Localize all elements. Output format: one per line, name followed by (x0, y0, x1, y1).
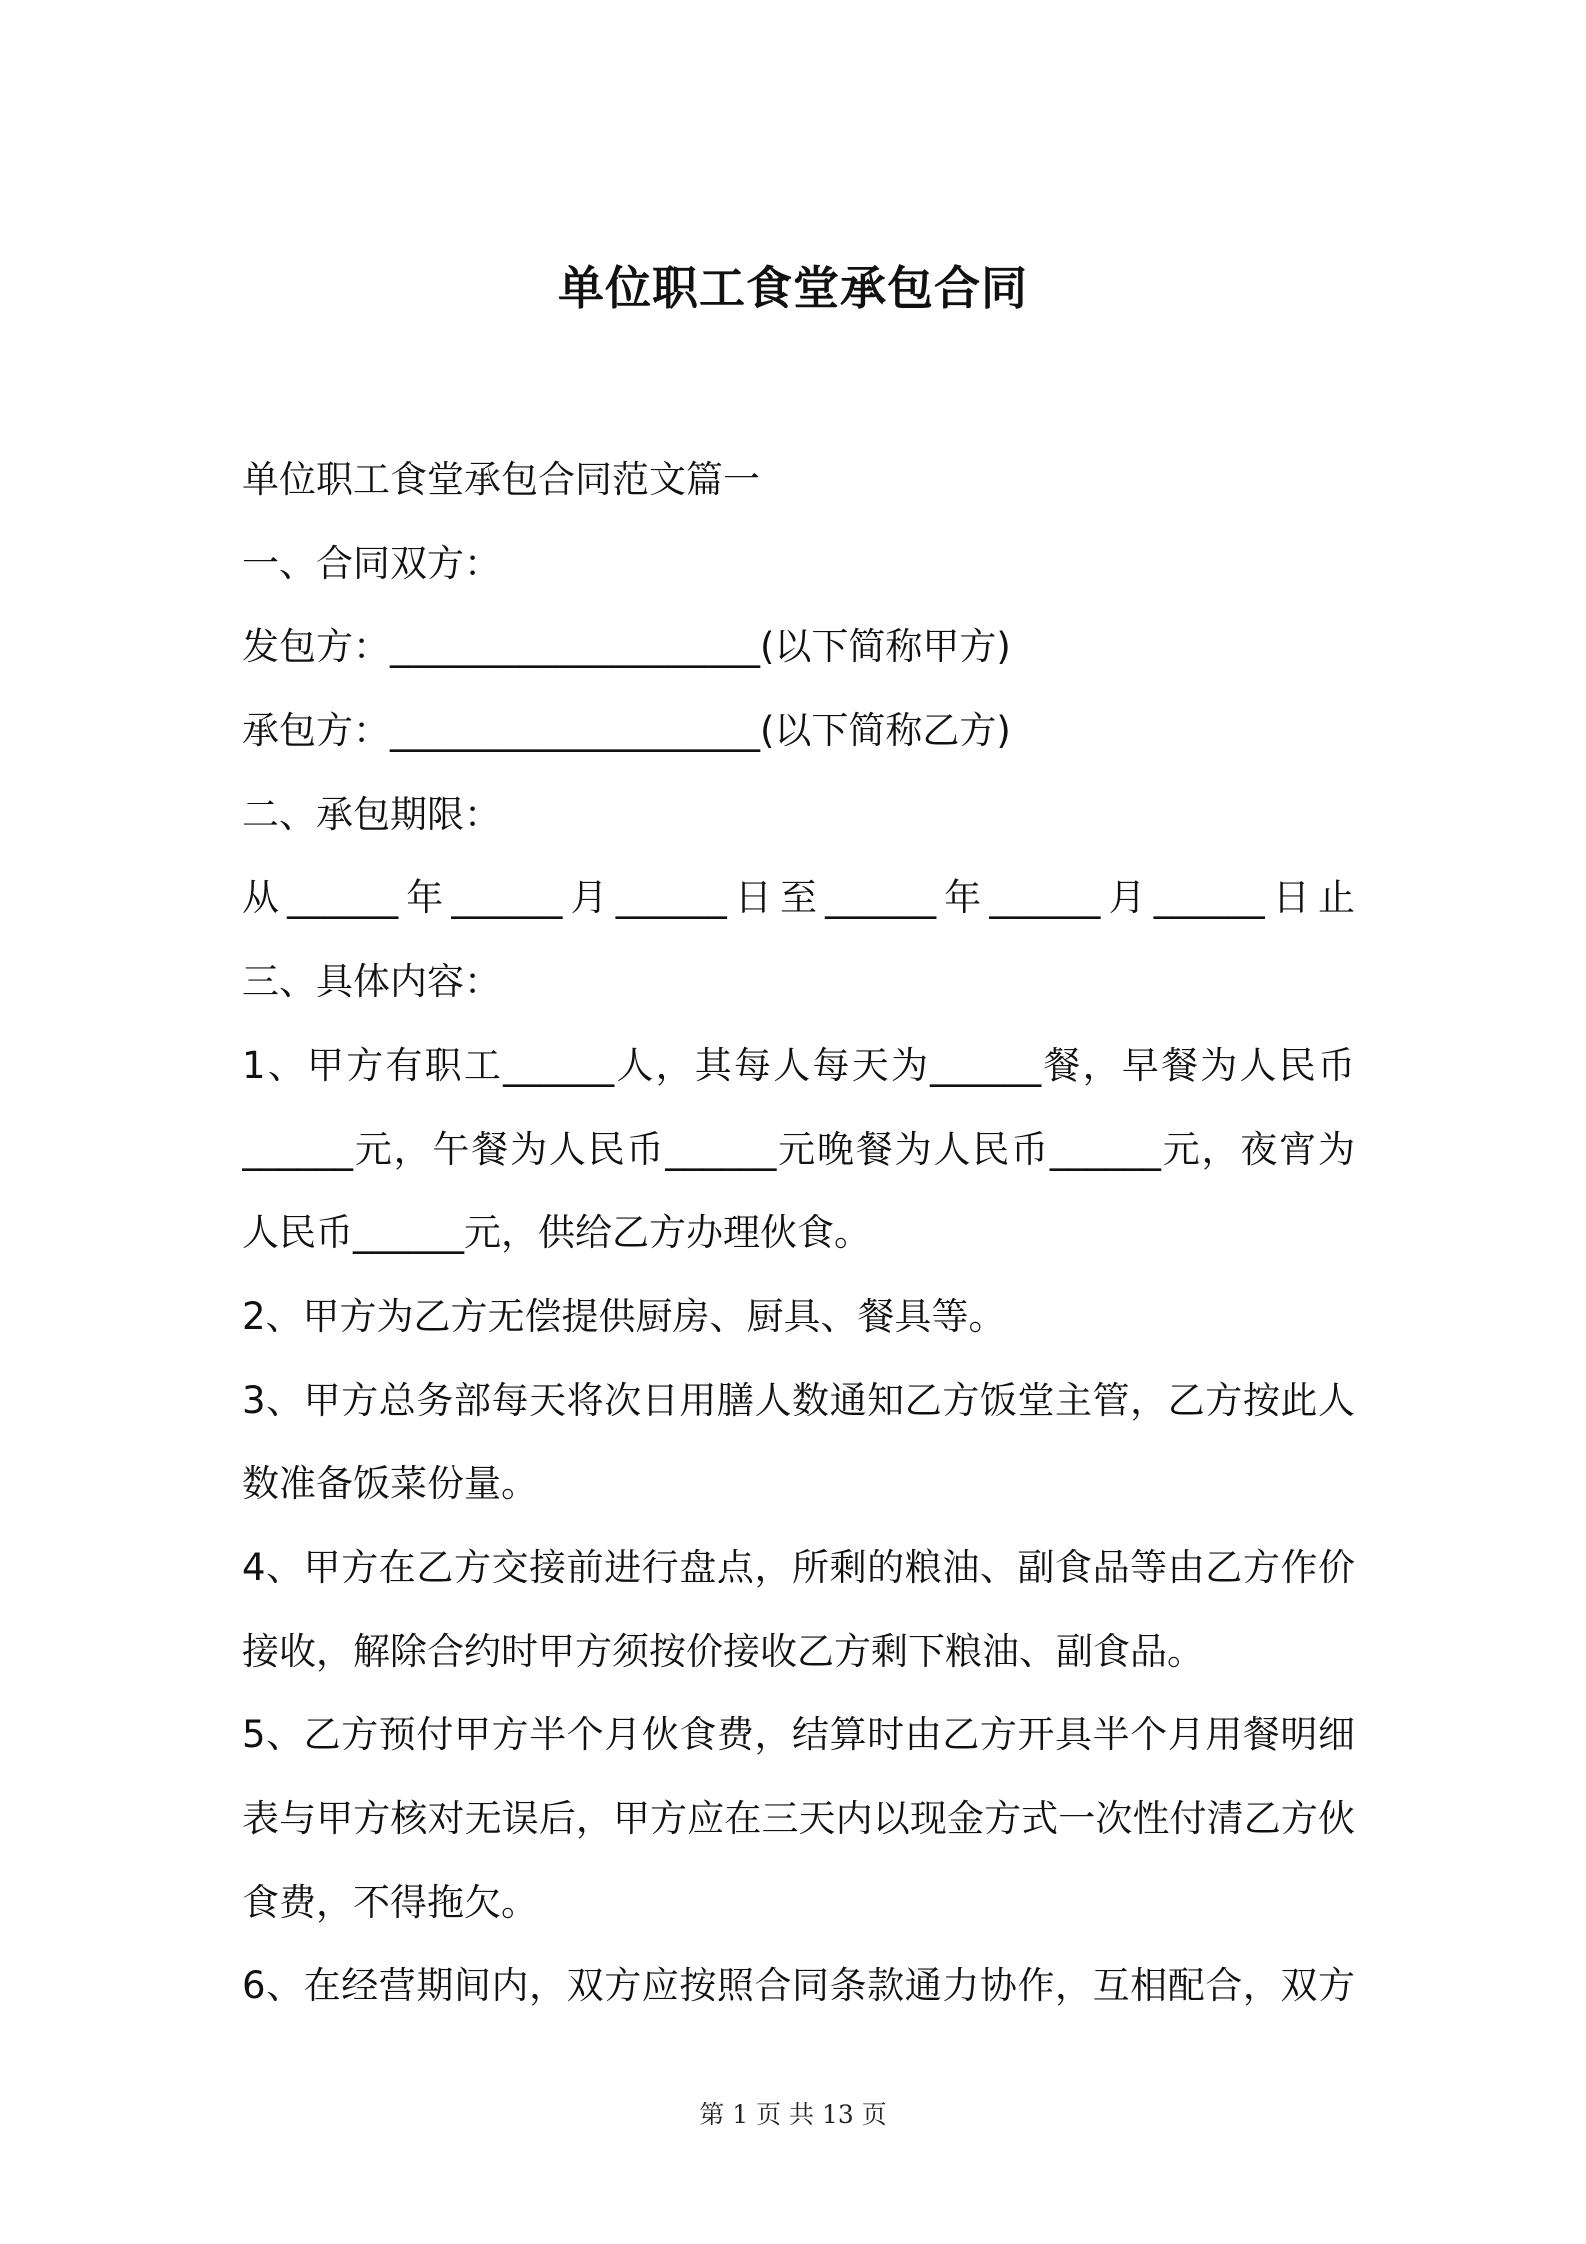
section-heading-term: 二、承包期限： (242, 792, 501, 836)
clause-3-line-1: 3、甲方总务部每天将次日用膳人数通知乙方饭堂主管，乙方按此人 (242, 1378, 1355, 1422)
document-subtitle: 单位职工食堂承包合同范文篇一 (242, 458, 760, 501)
document-title: 单位职工食堂承包合同 (558, 261, 1028, 315)
employer-party-line: 发包方：____________________(以下简称甲方) (242, 625, 1011, 669)
clause-1-line-1: 1、甲方有职工______人，其每人每天为______餐，早餐为人民币 (242, 1043, 1355, 1087)
clause-2-line-1: 2、甲方为乙方无偿提供厨房、厨具、餐具等。 (242, 1294, 1006, 1338)
contractor-party-line: 承包方：____________________(以下简称乙方) (242, 709, 1011, 753)
clause-5-line-3: 食费，不得拖欠。 (242, 1880, 538, 1924)
page-number-footer: 第 1 页 共 13 页 (699, 2100, 887, 2129)
clause-4-line-1: 4、甲方在乙方交接前进行盘点，所剩的粮油、副食品等由乙方作价 (242, 1545, 1355, 1589)
section-heading-content: 三、具体内容： (242, 960, 501, 1004)
contract-term-line: 从______年______月______日至______年______月______日止 (242, 876, 1355, 920)
clause-1-line-2: ______元，午餐为人民币______元晚餐为人民币______元，夜宵为 (242, 1127, 1355, 1171)
clause-1-line-3: 人民币______元，供给乙方办理伙食。 (242, 1211, 871, 1255)
section-heading-parties: 一、合同双方： (242, 541, 501, 585)
clause-3-line-2: 数准备饭菜份量。 (242, 1462, 538, 1506)
document-body (242, 438, 1355, 2028)
clause-5-line-1: 5、乙方预付甲方半个月伙食费，结算时由乙方开具半个月用餐明细 (242, 1713, 1355, 1757)
clause-5-line-2: 表与甲方核对无误后，甲方应在三天内以现金方式一次性付清乙方伙 (242, 1797, 1355, 1840)
clause-6-line-1: 6、在经营期间内，双方应按照合同条款通力协作，互相配合，双方 (242, 1964, 1355, 2008)
clause-4-line-2: 接收，解除合约时甲方须按价接收乙方剩下粮油、副食品。 (242, 1629, 1204, 1673)
